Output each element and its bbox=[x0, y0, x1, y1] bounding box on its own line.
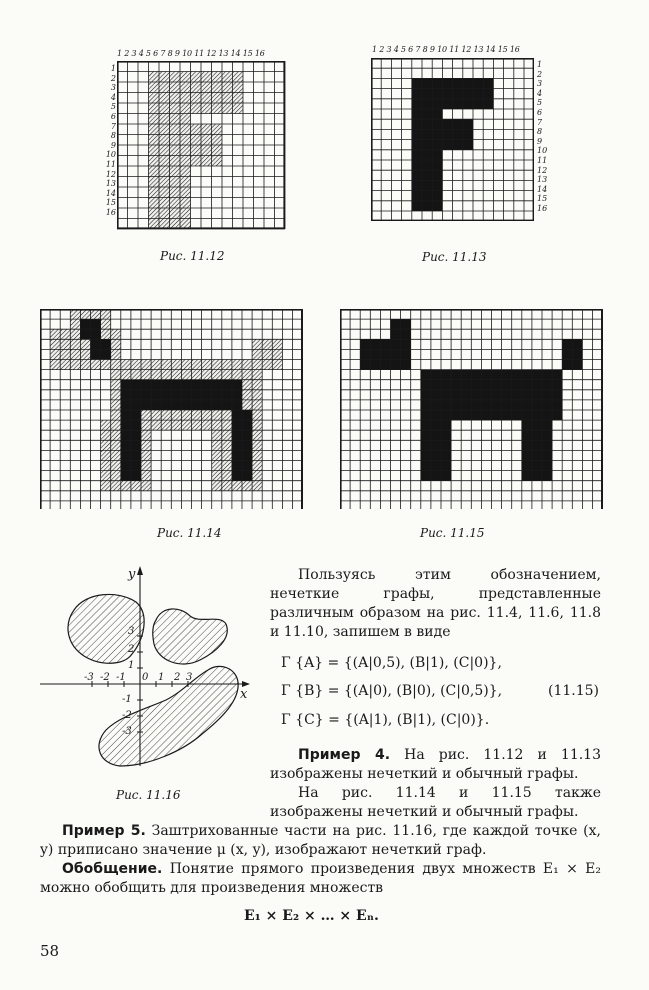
paragraph-example-4: Пример 4. На рис. 11.12 и 11.13 изображены нечеткий и обычный графы. На рис. 11.14 и 11.15 также изображены нечеткий и обычный графы. bbox=[270, 747, 601, 820]
fig-11-14-caption: Рис. 11.14 bbox=[157, 526, 222, 540]
x-tick-label: -2 bbox=[100, 672, 110, 683]
equation-gamma-a: Γ {A} = {(A|0,5), (B|1), (C|0)}, bbox=[281, 655, 502, 671]
hatched-region-upper-right bbox=[153, 609, 228, 664]
fig-11-12-fuzzy-grid bbox=[117, 61, 286, 230]
y-tick-label: 3 bbox=[128, 626, 135, 637]
paragraph-notation: Пользуясь этим обозначением, нечеткие графы, представленные различным образом на рис. 11.4, 11.6, 11.8 и 11.10, запишем в виде bbox=[270, 567, 601, 640]
fig-11-12-column-labels: 1 2 3 4 5 6 7 8 9 10 11 12 13 14 15 16 bbox=[117, 49, 265, 58]
y-tick-label: -2 bbox=[122, 710, 132, 721]
x-axis-label: x bbox=[240, 687, 248, 702]
equation-gamma-c: Γ {C} = {(A|1), (B|1), (C|0)}. bbox=[281, 712, 490, 728]
y-tick-label: -1 bbox=[122, 694, 132, 705]
paragraph-generalization: Обобщение. Понятие прямого произведения двух множеств E₁ × E₂ можно обобщить для произведения множеств bbox=[40, 861, 601, 896]
x-tick-label: -3 bbox=[84, 672, 94, 683]
fig-11-13-crisp-grid bbox=[371, 58, 534, 221]
fig-11-12-caption: Рис. 11.12 bbox=[160, 249, 225, 263]
y-tick-label: -3 bbox=[122, 726, 132, 737]
fig-11-16-plot bbox=[40, 562, 260, 784]
fig-11-15-crisp-dog-grid bbox=[340, 309, 603, 509]
fig-11-14-fuzzy-dog-grid bbox=[40, 309, 303, 509]
fig-11-16-caption: Рис. 11.16 bbox=[116, 788, 181, 802]
fig-11-13-column-labels: 1 2 3 4 5 6 7 8 9 10 11 12 13 14 15 16 bbox=[372, 45, 520, 54]
example-4-continuation: На рис. 11.14 и 11.15 также изображены нечеткий и обычный графы. bbox=[270, 785, 601, 820]
x-tick-label: 2 bbox=[174, 672, 181, 683]
y-tick-label: 2 bbox=[128, 644, 135, 655]
fig-11-15-caption: Рис. 11.15 bbox=[420, 526, 485, 540]
fig-11-13-caption: Рис. 11.13 bbox=[422, 250, 487, 264]
x-tick-label: 3 bbox=[186, 672, 193, 683]
x-tick-label: 1 bbox=[158, 672, 165, 683]
paragraph-example-5: Пример 5. Заштрихованные части на рис. 11.16, где каждой точке (x, y) приписано значение μ (x, y), изображают нечеткий граф. bbox=[40, 823, 601, 858]
fig-11-13-row-labels: 1 2 3 4 5 6 7 8 9 10 11 12 13 14 15 16 bbox=[537, 60, 548, 213]
example-4-label: Пример 4. bbox=[298, 747, 391, 763]
x-tick-label: -1 bbox=[116, 672, 126, 683]
y-tick-label: 1 bbox=[128, 660, 135, 671]
equation-gamma-b: Γ {B} = {(A|0), (B|0), (C|0,5)}, bbox=[281, 683, 503, 699]
product-formula: E₁ × E₂ × … × Eₙ. bbox=[244, 908, 379, 924]
example-5-label: Пример 5. bbox=[62, 823, 146, 839]
fig-11-12-row-labels: 1 2 3 4 5 6 7 8 9 10 11 12 13 14 15 16 bbox=[105, 64, 116, 217]
x-tick-label: 0 bbox=[142, 672, 149, 683]
page-number: 58 bbox=[40, 942, 60, 960]
equation-number: (11.15) bbox=[548, 683, 600, 699]
y-axis-label: y bbox=[128, 567, 136, 582]
generalization-label: Обобщение. bbox=[62, 861, 163, 877]
